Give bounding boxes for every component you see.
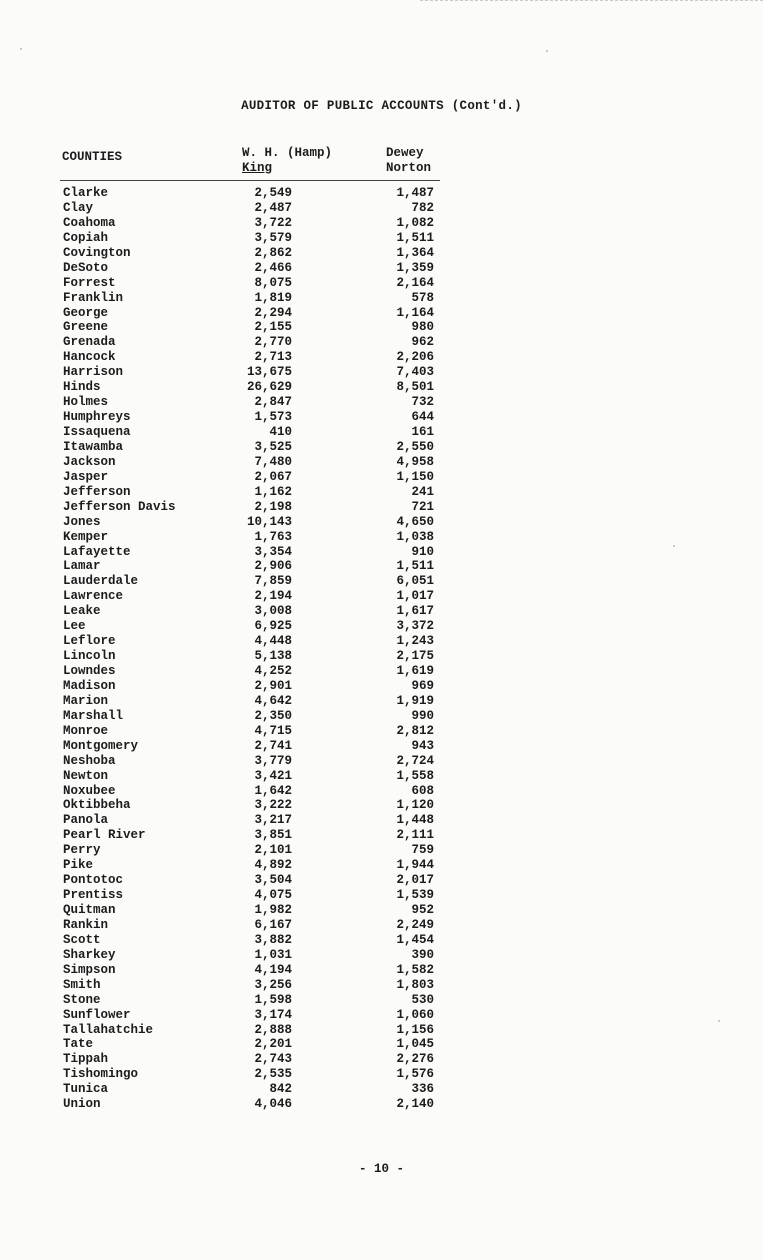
king-votes-cell: 2,888 bbox=[254, 1022, 292, 1037]
county-cell: Montgomery bbox=[63, 738, 139, 753]
king-votes-cell: 4,194 bbox=[254, 962, 292, 977]
county-cell: Jasper bbox=[63, 469, 109, 484]
table-row bbox=[0, 604, 763, 619]
county-cell: Harrison bbox=[63, 365, 124, 380]
norton-votes-cell: 1,803 bbox=[396, 977, 434, 992]
king-votes-cell: 2,350 bbox=[254, 708, 292, 723]
norton-votes-cell: 962 bbox=[411, 335, 434, 350]
county-cell: Union bbox=[63, 1097, 101, 1112]
king-votes-cell: 2,901 bbox=[254, 678, 292, 693]
king-votes-cell: 2,906 bbox=[254, 559, 292, 574]
table-row bbox=[0, 978, 763, 993]
table-row bbox=[0, 201, 763, 216]
column-header-norton-line2: Norton bbox=[386, 161, 432, 175]
table-row bbox=[0, 664, 763, 679]
table-row bbox=[0, 813, 763, 828]
county-cell: Stone bbox=[63, 992, 101, 1007]
county-cell: Leflore bbox=[63, 634, 116, 649]
table-row bbox=[0, 828, 763, 843]
county-cell: Forrest bbox=[63, 275, 116, 290]
county-cell: George bbox=[63, 305, 109, 320]
results-table bbox=[0, 186, 763, 1112]
table-row bbox=[0, 933, 763, 948]
king-votes-cell: 7,859 bbox=[254, 574, 292, 589]
county-cell: Smith bbox=[63, 977, 101, 992]
norton-votes-cell: 943 bbox=[411, 738, 434, 753]
column-header-king bbox=[242, 146, 332, 176]
norton-votes-cell: 241 bbox=[411, 484, 434, 499]
table-row bbox=[0, 530, 763, 545]
norton-votes-cell: 1,919 bbox=[396, 693, 434, 708]
king-votes-cell: 4,046 bbox=[254, 1097, 292, 1112]
norton-votes-cell: 1,511 bbox=[396, 559, 434, 574]
king-votes-cell: 6,167 bbox=[254, 917, 292, 932]
king-votes-cell: 26,629 bbox=[246, 380, 292, 395]
county-cell: Marion bbox=[63, 693, 109, 708]
column-header-king-line1: W. H. (Hamp) bbox=[242, 146, 333, 160]
county-cell: Panola bbox=[63, 813, 109, 828]
table-row bbox=[0, 485, 763, 500]
norton-votes-cell: 1,045 bbox=[396, 1037, 434, 1052]
norton-votes-cell: 1,487 bbox=[396, 186, 434, 200]
norton-votes-cell: 2,017 bbox=[396, 873, 434, 888]
county-cell: Prentiss bbox=[63, 888, 124, 903]
column-header-norton-line1: Dewey bbox=[386, 146, 424, 160]
norton-votes-cell: 1,558 bbox=[396, 768, 434, 783]
king-votes-cell: 2,466 bbox=[254, 260, 292, 275]
table-row bbox=[0, 365, 763, 380]
table-row bbox=[0, 335, 763, 350]
norton-votes-cell: 1,120 bbox=[396, 798, 434, 813]
king-votes-cell: 3,882 bbox=[254, 932, 292, 947]
norton-votes-cell: 530 bbox=[411, 992, 434, 1007]
king-votes-cell: 1,982 bbox=[254, 903, 292, 917]
king-votes-cell: 3,779 bbox=[254, 753, 292, 768]
table-row bbox=[0, 1037, 763, 1052]
table-row bbox=[0, 679, 763, 694]
king-votes-cell: 10,143 bbox=[246, 514, 292, 529]
norton-votes-cell: 1,364 bbox=[396, 245, 434, 260]
county-cell: Scott bbox=[63, 932, 101, 947]
norton-votes-cell: 2,276 bbox=[396, 1052, 434, 1067]
norton-votes-cell: 721 bbox=[411, 499, 434, 514]
king-votes-cell: 1,573 bbox=[254, 410, 292, 425]
table-row bbox=[0, 395, 763, 410]
county-cell: Tunica bbox=[63, 1082, 109, 1097]
norton-votes-cell: 1,617 bbox=[396, 604, 434, 619]
county-cell: Neshoba bbox=[63, 753, 116, 768]
county-cell: Kemper bbox=[63, 529, 109, 544]
table-row bbox=[0, 500, 763, 515]
norton-votes-cell: 578 bbox=[411, 290, 434, 305]
table-row bbox=[0, 694, 763, 709]
table-row bbox=[0, 410, 763, 425]
county-cell: Oktibbeha bbox=[63, 798, 131, 813]
county-cell: Clarke bbox=[63, 186, 109, 200]
county-cell: Jefferson Davis bbox=[63, 499, 176, 514]
king-votes-cell: 1,162 bbox=[254, 484, 292, 499]
table-row bbox=[0, 858, 763, 873]
norton-votes-cell: 1,017 bbox=[396, 589, 434, 604]
table-row bbox=[0, 350, 763, 365]
norton-votes-cell: 1,582 bbox=[396, 962, 434, 977]
county-cell: Leake bbox=[63, 604, 101, 619]
king-votes-cell: 2,067 bbox=[254, 469, 292, 484]
norton-votes-cell: 1,359 bbox=[396, 260, 434, 275]
table-row bbox=[0, 246, 763, 261]
county-cell: Lowndes bbox=[63, 664, 116, 678]
king-votes-cell: 3,217 bbox=[254, 813, 292, 828]
county-cell: Lawrence bbox=[63, 589, 124, 604]
page-number: - 10 - bbox=[358, 1162, 404, 1176]
column-header-counties bbox=[62, 150, 122, 165]
county-cell: Covington bbox=[63, 245, 131, 260]
column-header-norton bbox=[386, 146, 431, 176]
county-cell: Lee bbox=[63, 619, 86, 634]
table-row bbox=[0, 306, 763, 321]
top-dashed-rule bbox=[420, 0, 763, 1]
norton-votes-cell: 4,958 bbox=[396, 454, 434, 469]
table-row bbox=[0, 470, 763, 485]
norton-votes-cell: 7,403 bbox=[396, 365, 434, 380]
county-cell: Lauderdale bbox=[63, 574, 139, 589]
norton-votes-cell: 1,082 bbox=[396, 215, 434, 230]
table-row bbox=[0, 261, 763, 276]
king-votes-cell: 2,535 bbox=[254, 1067, 292, 1082]
table-row bbox=[0, 1082, 763, 1097]
norton-votes-cell: 390 bbox=[411, 947, 434, 962]
king-votes-cell: 2,549 bbox=[254, 186, 292, 200]
king-votes-cell: 2,713 bbox=[254, 350, 292, 365]
table-row bbox=[0, 634, 763, 649]
norton-votes-cell: 161 bbox=[411, 425, 434, 439]
king-votes-cell: 3,256 bbox=[254, 977, 292, 992]
king-votes-cell: 3,421 bbox=[254, 768, 292, 783]
table-row bbox=[0, 1023, 763, 1038]
norton-votes-cell: 336 bbox=[411, 1082, 434, 1097]
norton-votes-cell: 2,550 bbox=[396, 439, 434, 454]
norton-votes-cell: 1,243 bbox=[396, 634, 434, 649]
table-row bbox=[0, 1008, 763, 1023]
king-votes-cell: 3,504 bbox=[254, 873, 292, 888]
norton-votes-cell: 1,038 bbox=[396, 529, 434, 544]
norton-votes-cell: 1,164 bbox=[396, 305, 434, 320]
king-votes-cell: 3,851 bbox=[254, 828, 292, 843]
norton-votes-cell: 980 bbox=[411, 320, 434, 335]
norton-votes-cell: 2,249 bbox=[396, 917, 434, 932]
county-cell: Simpson bbox=[63, 962, 116, 977]
king-votes-cell: 3,174 bbox=[254, 1007, 292, 1022]
table-row bbox=[0, 843, 763, 858]
table-row bbox=[0, 276, 763, 291]
norton-votes-cell: 2,206 bbox=[396, 350, 434, 365]
county-cell: Pearl River bbox=[63, 828, 146, 843]
norton-votes-cell: 1,511 bbox=[396, 230, 434, 245]
norton-votes-cell: 2,111 bbox=[396, 828, 434, 843]
norton-votes-cell: 2,140 bbox=[396, 1097, 434, 1112]
king-votes-cell: 2,155 bbox=[254, 320, 292, 335]
county-cell: Pontotoc bbox=[63, 873, 124, 888]
table-row bbox=[0, 425, 763, 440]
table-row bbox=[0, 963, 763, 978]
county-cell: Sunflower bbox=[63, 1007, 131, 1022]
table-row bbox=[0, 784, 763, 799]
county-cell: Marshall bbox=[63, 708, 124, 723]
table-row bbox=[0, 993, 763, 1008]
county-cell: Franklin bbox=[63, 290, 124, 305]
table-row bbox=[0, 649, 763, 664]
norton-votes-cell: 2,724 bbox=[396, 753, 434, 768]
king-votes-cell: 3,354 bbox=[254, 544, 292, 559]
king-votes-cell: 3,722 bbox=[254, 215, 292, 230]
table-row bbox=[0, 455, 763, 470]
king-votes-cell: 1,031 bbox=[254, 947, 292, 962]
county-cell: Issaquena bbox=[63, 425, 131, 439]
county-cell: Tippah bbox=[63, 1052, 109, 1067]
norton-votes-cell: 608 bbox=[411, 783, 434, 798]
table-row bbox=[0, 948, 763, 963]
norton-votes-cell: 990 bbox=[411, 708, 434, 723]
norton-votes-cell: 1,156 bbox=[396, 1022, 434, 1037]
norton-votes-cell: 969 bbox=[411, 678, 434, 693]
king-votes-cell: 4,075 bbox=[254, 888, 292, 903]
king-votes-cell: 1,642 bbox=[254, 783, 292, 798]
norton-votes-cell: 1,454 bbox=[396, 932, 434, 947]
table-row bbox=[0, 1067, 763, 1082]
king-votes-cell: 5,138 bbox=[254, 649, 292, 664]
king-votes-cell: 3,008 bbox=[254, 604, 292, 619]
county-cell: Tallahatchie bbox=[63, 1022, 154, 1037]
county-cell: Pike bbox=[63, 858, 94, 873]
king-votes-cell: 2,198 bbox=[254, 499, 292, 514]
king-votes-cell: 2,770 bbox=[254, 335, 292, 350]
county-cell: Jones bbox=[63, 514, 101, 529]
table-row bbox=[0, 903, 763, 918]
king-votes-cell: 3,222 bbox=[254, 798, 292, 813]
king-votes-cell: 8,075 bbox=[254, 275, 292, 290]
table-row bbox=[0, 1052, 763, 1067]
table-row bbox=[0, 873, 763, 888]
king-votes-cell: 2,201 bbox=[254, 1037, 292, 1052]
table-row bbox=[0, 515, 763, 530]
norton-votes-cell: 1,944 bbox=[396, 858, 434, 873]
table-row bbox=[0, 888, 763, 903]
county-cell: Lincoln bbox=[63, 649, 116, 664]
table-row bbox=[0, 918, 763, 933]
norton-votes-cell: 2,175 bbox=[396, 649, 434, 664]
county-cell: Humphreys bbox=[63, 410, 131, 425]
table-row bbox=[0, 291, 763, 306]
page-title: AUDITOR OF PUBLIC ACCOUNTS (Cont'd.) bbox=[241, 99, 522, 113]
column-header-counties-label: COUNTIES bbox=[62, 150, 123, 164]
county-cell: Rankin bbox=[63, 917, 109, 932]
county-cell: DeSoto bbox=[63, 260, 109, 275]
king-votes-cell: 7,480 bbox=[254, 454, 292, 469]
norton-votes-cell: 2,164 bbox=[396, 275, 434, 290]
table-row bbox=[0, 320, 763, 335]
scan-speck bbox=[20, 48, 22, 50]
norton-votes-cell: 4,650 bbox=[396, 514, 434, 529]
table-row bbox=[0, 559, 763, 574]
king-votes-cell: 13,675 bbox=[246, 365, 292, 380]
norton-votes-cell: 644 bbox=[411, 410, 434, 425]
header-rule bbox=[60, 180, 440, 181]
norton-votes-cell: 732 bbox=[411, 395, 434, 410]
county-cell: Greene bbox=[63, 320, 109, 335]
county-cell: Itawamba bbox=[63, 439, 124, 454]
king-votes-cell: 6,925 bbox=[254, 619, 292, 634]
norton-votes-cell: 1,539 bbox=[396, 888, 434, 903]
king-votes-cell: 2,101 bbox=[254, 843, 292, 858]
king-votes-cell: 2,294 bbox=[254, 305, 292, 320]
table-row bbox=[0, 769, 763, 784]
table-row bbox=[0, 1097, 763, 1112]
king-votes-cell: 4,715 bbox=[254, 723, 292, 738]
king-votes-cell: 1,598 bbox=[254, 992, 292, 1007]
scan-speck bbox=[546, 50, 548, 52]
norton-votes-cell: 1,619 bbox=[396, 664, 434, 678]
county-cell: Copiah bbox=[63, 230, 109, 245]
column-header-king-line2: King bbox=[242, 161, 273, 175]
county-cell: Holmes bbox=[63, 395, 109, 410]
norton-votes-cell: 782 bbox=[411, 200, 434, 215]
norton-votes-cell: 1,576 bbox=[396, 1067, 434, 1082]
table-row bbox=[0, 709, 763, 724]
norton-votes-cell: 1,060 bbox=[396, 1007, 434, 1022]
county-cell: Tishomingo bbox=[63, 1067, 139, 1082]
table-row bbox=[0, 724, 763, 739]
county-cell: Clay bbox=[63, 200, 94, 215]
county-cell: Grenada bbox=[63, 335, 116, 350]
county-cell: Madison bbox=[63, 678, 116, 693]
king-votes-cell: 2,847 bbox=[254, 395, 292, 410]
king-votes-cell: 2,741 bbox=[254, 738, 292, 753]
king-votes-cell: 410 bbox=[269, 425, 292, 439]
county-cell: Lafayette bbox=[63, 544, 131, 559]
king-votes-cell: 4,448 bbox=[254, 634, 292, 649]
king-votes-cell: 3,579 bbox=[254, 230, 292, 245]
county-cell: Perry bbox=[63, 843, 101, 858]
table-row bbox=[0, 798, 763, 813]
norton-votes-cell: 952 bbox=[411, 903, 434, 917]
table-row bbox=[0, 186, 763, 201]
king-votes-cell: 1,819 bbox=[254, 290, 292, 305]
norton-votes-cell: 8,501 bbox=[396, 380, 434, 395]
county-cell: Coahoma bbox=[63, 215, 116, 230]
norton-votes-cell: 3,372 bbox=[396, 619, 434, 634]
king-votes-cell: 2,487 bbox=[254, 200, 292, 215]
table-row bbox=[0, 574, 763, 589]
norton-votes-cell: 6,051 bbox=[396, 574, 434, 589]
king-votes-cell: 4,892 bbox=[254, 858, 292, 873]
king-votes-cell: 842 bbox=[269, 1082, 292, 1097]
king-votes-cell: 2,194 bbox=[254, 589, 292, 604]
king-votes-cell: 2,743 bbox=[254, 1052, 292, 1067]
county-cell: Noxubee bbox=[63, 783, 116, 798]
table-row bbox=[0, 754, 763, 769]
king-votes-cell: 4,252 bbox=[254, 664, 292, 678]
county-cell: Hancock bbox=[63, 350, 116, 365]
county-cell: Quitman bbox=[63, 903, 116, 917]
norton-votes-cell: 1,150 bbox=[396, 469, 434, 484]
county-cell: Jackson bbox=[63, 454, 116, 469]
norton-votes-cell: 910 bbox=[411, 544, 434, 559]
county-cell: Newton bbox=[63, 768, 109, 783]
table-row bbox=[0, 589, 763, 604]
county-cell: Tate bbox=[63, 1037, 94, 1052]
county-cell: Jefferson bbox=[63, 484, 131, 499]
county-cell: Sharkey bbox=[63, 947, 116, 962]
table-row bbox=[0, 545, 763, 560]
county-cell: Monroe bbox=[63, 723, 109, 738]
table-row bbox=[0, 440, 763, 455]
norton-votes-cell: 1,448 bbox=[396, 813, 434, 828]
county-cell: Lamar bbox=[63, 559, 101, 574]
table-row bbox=[0, 739, 763, 754]
table-row bbox=[0, 231, 763, 246]
king-votes-cell: 4,642 bbox=[254, 693, 292, 708]
table-row bbox=[0, 380, 763, 395]
king-votes-cell: 2,862 bbox=[254, 245, 292, 260]
norton-votes-cell: 759 bbox=[411, 843, 434, 858]
norton-votes-cell: 2,812 bbox=[396, 723, 434, 738]
king-votes-cell: 1,763 bbox=[254, 529, 292, 544]
king-votes-cell: 3,525 bbox=[254, 439, 292, 454]
county-cell: Hinds bbox=[63, 380, 101, 395]
table-row bbox=[0, 216, 763, 231]
table-row bbox=[0, 619, 763, 634]
